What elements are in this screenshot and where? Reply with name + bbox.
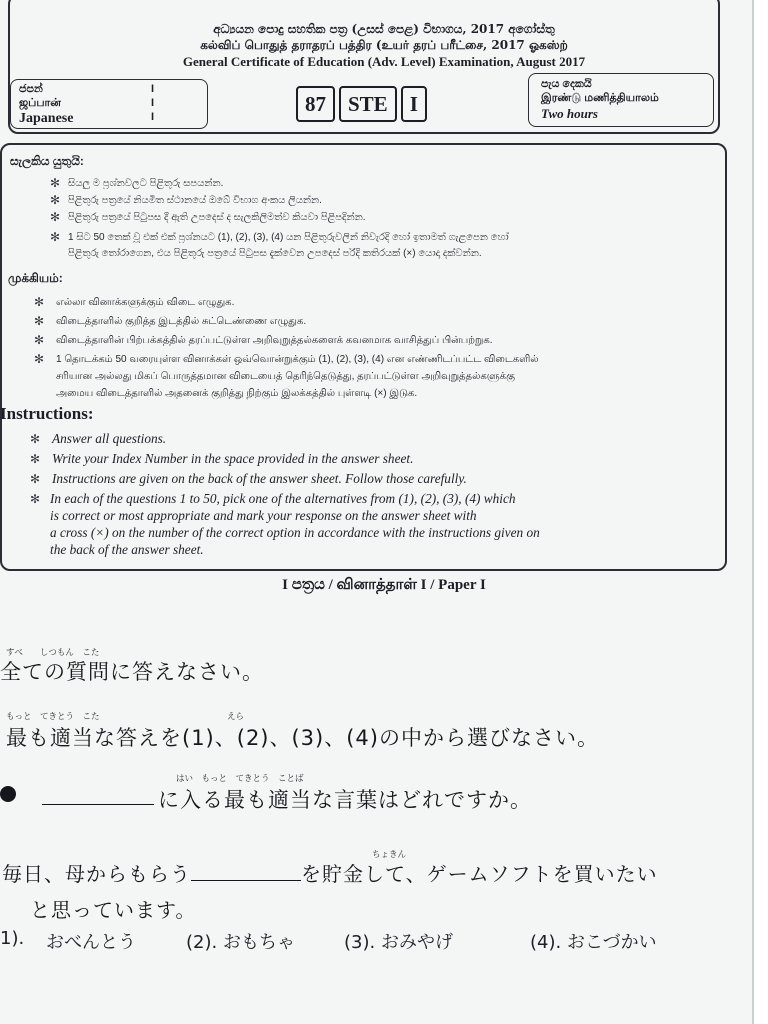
sinhala-instructions-title: සැලකිය යුතුයි: bbox=[10, 154, 84, 168]
subject-tamil: ஜப்பான் bbox=[19, 97, 61, 109]
furigana: はい もっと てきとう ことば bbox=[176, 774, 304, 784]
question-1-before-blank: 毎日、母からもらう bbox=[2, 862, 191, 886]
bullet-icon: ✻ bbox=[50, 210, 61, 224]
english-instruction: Answer all questions. bbox=[52, 431, 167, 446]
section-prompt: に入る最も適当な言葉はどれですか。 bbox=[158, 788, 532, 812]
furigana: ちょきん bbox=[372, 850, 407, 860]
english-instructions-title: Instructions: bbox=[0, 404, 94, 423]
subject-sinhala: ජපන් bbox=[19, 83, 43, 95]
option-3: (3). おみやげ bbox=[344, 932, 453, 953]
bullet-dot-icon bbox=[0, 786, 16, 802]
question-1-after-blank: を貯金して、ゲームソフトを買いたい bbox=[301, 862, 658, 886]
header-sinhala-line: අධ්‍යයන පොදු සහතික පත්‍ර (උසස් පෙළ) විභාගය, 2017 අගෝස්තු bbox=[213, 22, 555, 36]
bullet-icon: ✻ bbox=[34, 295, 45, 309]
page-edge bbox=[752, 0, 768, 1024]
subject-english: Japanese bbox=[19, 111, 74, 126]
option-4: (4). おこづかい bbox=[530, 932, 657, 953]
bullet-icon: ✻ bbox=[50, 193, 61, 207]
sinhala-instruction: පිළිතුරු තෝරාගෙන, එය පිළිතුරු පත්‍රයේ පිටුපස දැක්වෙන උපදෙස් පරිදි කතිරයක් (×) යොදා දක්වන්න. bbox=[68, 248, 482, 259]
header-english-line: General Certificate of Education (Adv. Level) Examination, August 2017 bbox=[182, 54, 586, 69]
bullet-icon: ✻ bbox=[34, 314, 45, 328]
header-tamil-line: கல்விப் பொதுத் தராதரப் பத்திர (உயர் தரப் பரீட்சை, 2017 ஓகஸ்ற் bbox=[200, 38, 568, 52]
choose-instruction: 最も適当な答えを(1)、(2)、(3)、(4)の中から選びなさい。 bbox=[6, 726, 599, 750]
option-number: 1). bbox=[0, 928, 25, 949]
sinhala-instruction: පිළිතුරු පත්‍රයේ නියමිත ස්ථානයේ ඔබේ විභාග අංකය ලියන්න. bbox=[68, 195, 322, 206]
english-instruction: In each of the questions 1 to 50, pick one of the alternatives from (1), (2), (3), (4) which bbox=[50, 491, 516, 506]
bullet-icon: ✻ bbox=[30, 452, 41, 466]
english-instruction: the back of the answer sheet. bbox=[50, 542, 204, 557]
bullet-icon: ✻ bbox=[30, 432, 41, 446]
bullet-icon: ✻ bbox=[30, 492, 41, 506]
furigana: もっと てきとう こた えら bbox=[6, 712, 245, 722]
paper-label: I පත්‍රය / வினாத்தாள் I / Paper I bbox=[282, 577, 486, 593]
tamil-instruction: விடைத்தாளின் பிற்பக்கத்தில் தரப்பட்டுள்ள அறிவுறுத்தல்களைக் கவனமாக வாசித்துப் பின்பற்றுக. bbox=[56, 335, 493, 346]
duration-sinhala: පැය දෙකයි bbox=[541, 78, 592, 90]
sinhala-instruction: 1 සිට 50 තෙක් වූ එක් එක් ප්‍රශ්නයට (1), (2), (3), (4) යන පිළිතුරුවලින් නිවැරදි හෝ ඉතාමත් ගැළපෙන හෝ bbox=[68, 232, 509, 243]
tamil-instructions-title: முக்கியம்: bbox=[8, 271, 63, 285]
paper-code-number: 87 bbox=[296, 86, 335, 122]
subject-box bbox=[10, 79, 208, 129]
tamil-instruction: சரியான அல்லது மிகப் பொருத்தமான விடையைத் தெரிந்தெடுத்து, தரப்பட்டுள்ள அறிவுறுத்தல்களுக்கு bbox=[56, 371, 515, 382]
bullet-icon: ✻ bbox=[50, 230, 61, 244]
bullet-icon: ✻ bbox=[34, 352, 45, 366]
tamil-instruction: 1 தொடக்கம் 50 வரையுள்ள வினாக்கள் ஒவ்வொன்றுக்கும் (1), (2), (3), (4) என எண்ணிடப்பட்ட விடைகளில் bbox=[56, 354, 539, 365]
bullet-icon: ✻ bbox=[34, 333, 45, 347]
question-1-line-2: と思っています。 bbox=[30, 898, 197, 922]
paper-code-letters: STE bbox=[339, 86, 397, 122]
question-1-blank bbox=[191, 862, 301, 881]
english-instruction: a cross (×) on the number of the correct option in accordance with the instructions given on bbox=[50, 525, 540, 540]
answer-blank bbox=[42, 782, 154, 805]
duration-tamil: இரண்டு மணித்தியாலம் bbox=[541, 92, 659, 104]
option-2: (2). おもちゃ bbox=[186, 932, 295, 953]
paper-code bbox=[296, 86, 427, 122]
english-instruction: Instructions are given on the back of the answer sheet. Follow those carefully. bbox=[52, 471, 467, 486]
tamil-instruction: எல்லா வினாக்களுக்கும் விடை எழுதுக. bbox=[56, 297, 235, 308]
duration-box bbox=[528, 73, 714, 127]
bullet-icon: ✻ bbox=[50, 176, 61, 190]
bullet-icon: ✻ bbox=[30, 472, 41, 486]
paper-code-part: I bbox=[401, 86, 427, 122]
subject-numeral: I bbox=[151, 83, 155, 95]
subject-numeral: I bbox=[151, 97, 155, 109]
subject-numeral: I bbox=[151, 111, 155, 123]
sinhala-instruction: සියලු ම ප්‍රශ්නවලට පිළිතුරු සපයන්න. bbox=[68, 178, 224, 189]
general-instruction: 全ての質問に答えなさい。 bbox=[0, 660, 264, 684]
sinhala-instruction: පිළිතුරු පත්‍රයේ පිටුපස දී ඇති උපදෙස් ද සැලකිලිමත්ව කියවා පිළිපදින්න. bbox=[68, 212, 366, 223]
english-instruction: Write your Index Number in the space provided in the answer sheet. bbox=[52, 451, 414, 466]
question-1-text bbox=[2, 858, 658, 887]
tamil-instruction: விடைத்தாளில் குறித்த இடத்தில் சுட்டெண்ணை எழுதுக. bbox=[56, 316, 307, 327]
tamil-instruction: அமைய விடைத்தாளில் அதனைக் குறித்து நிற்கும் இலக்கத்தில் புள்ளடி (×) இடுக. bbox=[56, 388, 418, 399]
duration-english: Two hours bbox=[541, 106, 598, 121]
option-1: おべんとう bbox=[46, 932, 136, 953]
english-instruction: is correct or most appropriate and mark your response on the answer sheet with bbox=[50, 508, 477, 523]
furigana: すべ しつもん こた bbox=[6, 648, 100, 658]
